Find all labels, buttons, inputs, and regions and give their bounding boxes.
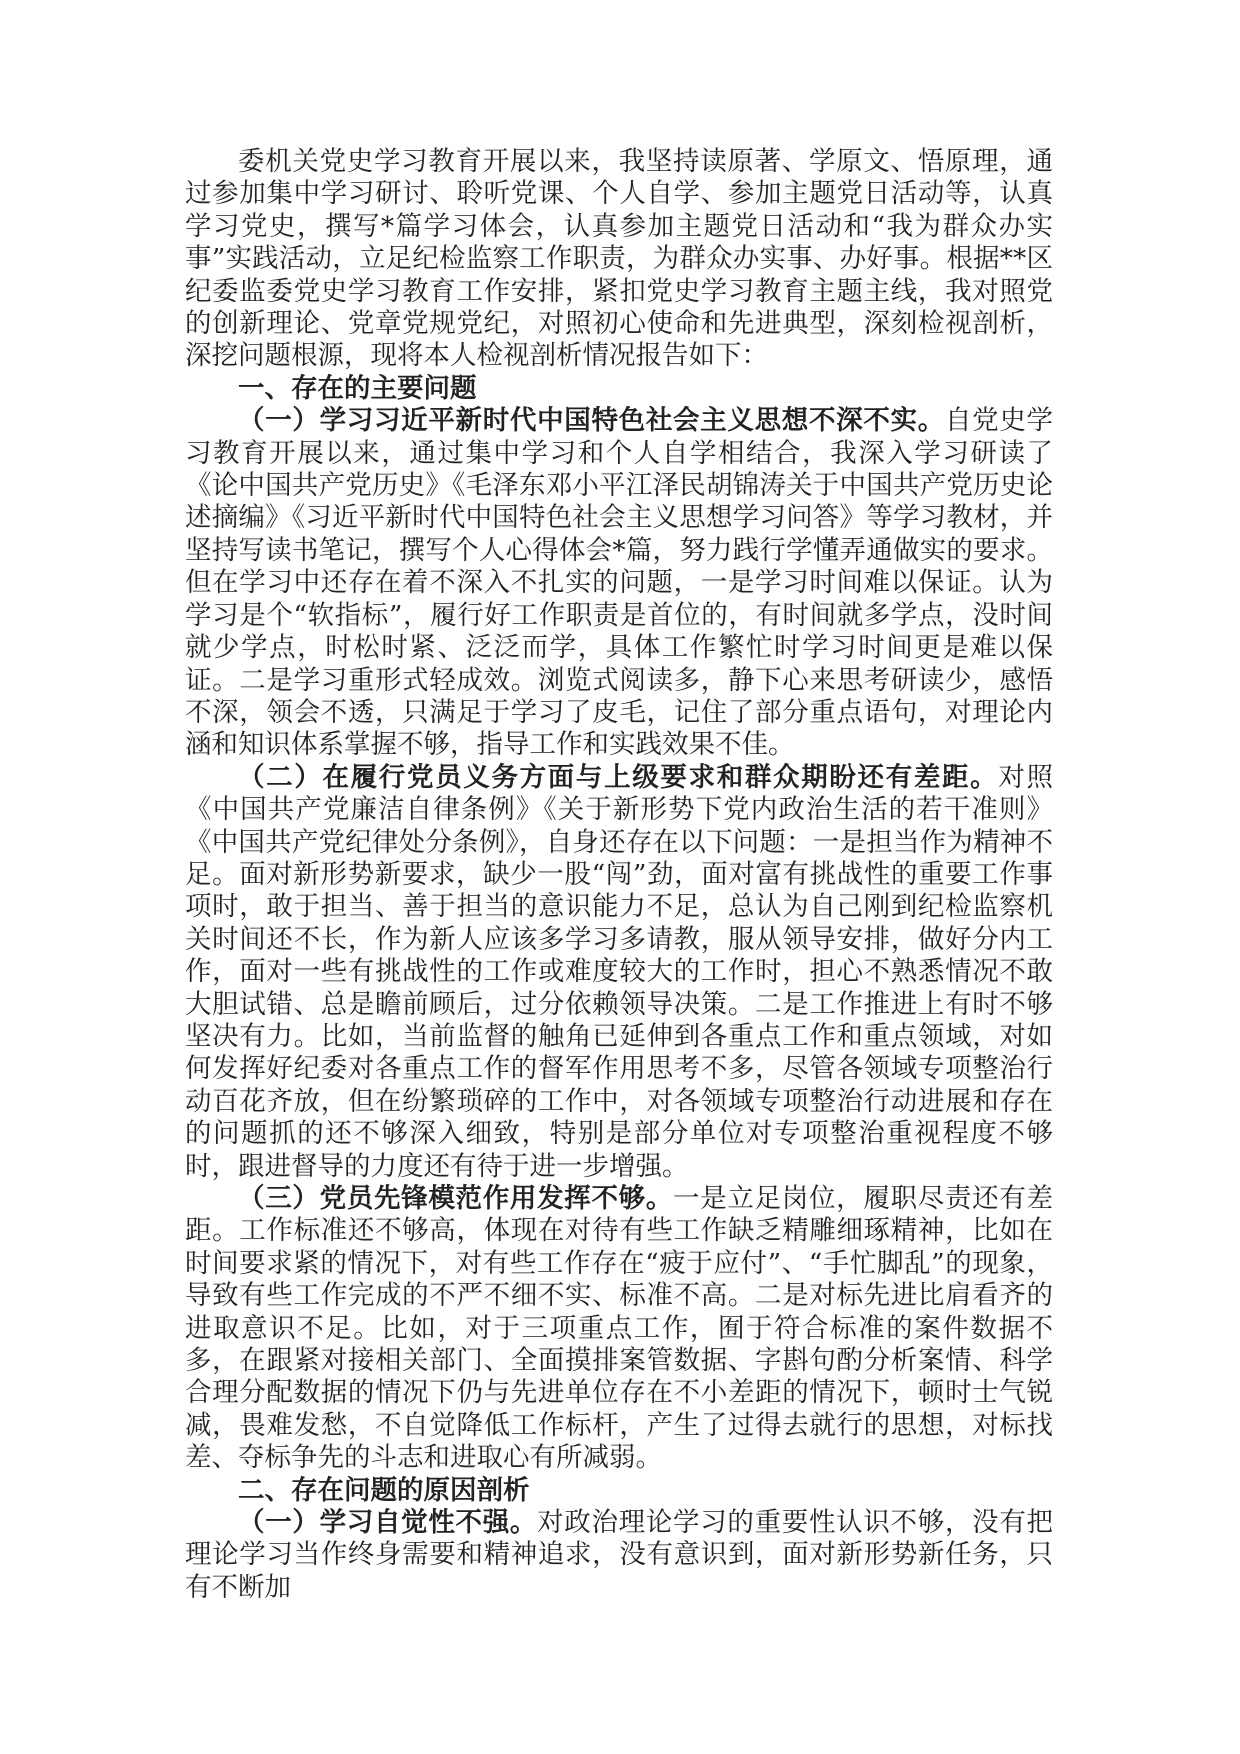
section-heading-1: 一、存在的主要问题 [238,372,477,404]
paragraph-title: （一）学习习近平新时代中国特色社会主义思想不深不实。 [238,405,945,437]
paragraph-1-3 [185,1183,1053,1475]
paragraph-2-1 [185,1507,1053,1604]
paragraph-1-1 [185,405,1053,761]
paragraph-body: 一是立足岗位，履职尽责还有差距。工作标准还不够高，体现在对待有些工作缺乏精雕细琢精神，比如在时间要求紧的情况下，对有些工作存在“疲于应付”、“手忙脚乱”的现象，导致有些工作完成的不严不细不实、标准不高。二是对标先进比肩看齐的进取意识不足。比如，对于三项重点工作，囿于符合标准的案件数据不多，在跟紧对接相关部门、全面摸排案管数据、字斟句酌分析案情、科学合理分配数据的情况下仍与先进单位存在不小差距的情况下，顿时士气锐减，畏难发愁，不自觉降低工作标杆，产生了过得去就行的思想，对标找差、夺标争先的斗志和进取心有所减弱。 [185,1183,1054,1474]
intro-paragraph: 委机关党史学习教育开展以来，我坚持读原著、学原文、悟原理，通过参加集中学习研讨、聆听党课、个人自学、参加主题党日活动等，认真学习党史，撰写*篇学习体会，认真参加主题党日活动和“我为群众办实事”实践活动，立足纪检监察工作职责，为群众办实事、办好事。根据**区纪委监委党史学习教育工作安排，紧扣党史学习教育主题主线，我对照党的创新理论、党章党规党纪，对照初心使命和先进典型，深刻检视剖析，深挖问题根源，现将本人检视剖析情况报告如下： [185,146,1053,372]
paragraph-title: （一）学习自觉性不强。 [238,1507,538,1539]
paragraph-title: （二）在履行党员义务方面与上级要求和群众期盼还有差距。 [238,761,999,793]
document-page [185,146,1053,1604]
paragraph-body: 对政治理论学习的重要性认识不够，没有把理论学习当作终身需要和精神追求，没有意识到，面对新形势新任务，只有不断加 [185,1507,1054,1603]
paragraph-title: （三）党员先锋模范作用发挥不够。 [238,1183,674,1214]
paragraph-body: 自党史学习教育开展以来，通过集中学习和个人自学相结合，我深入学习研读了《论中国共产党历史》《毛泽东邓小平江泽民胡锦涛关于中国共产党历史论述摘编》《习近平新时代中国特色社会主义思想学习问答》等学习教材，并坚持写读书笔记，撰写个人心得体会*篇，努力践行学懂弄通做实的要求。但在学习中还存在着不深入不扎实的问题，一是学习时间难以保证。认为学习是个“软指标”，履行好工作职责是首位的，有时间就多学点，没时间就少学点，时松时紧、泛泛而学，具体工作繁忙时学习时间更是难以保证。二是学习重形式轻成效。浏览式阅读多，静下心来思考研读少，感悟不深，领会不透，只满足于学习了皮毛，记住了部分重点语句，对理论内涵和知识体系掌握不够，指导工作和实践效果不佳。 [185,405,1054,761]
paragraph-1-2 [185,762,1053,1183]
section-heading-2: 二、存在问题的原因剖析 [238,1474,530,1506]
paragraph-body: 对照《中国共产党廉洁自律条例》《关于新形势下党内政治生活的若干准则》《中国共产党纪律处分条例》，自身还存在以下问题：一是担当作为精神不足。面对新形势新要求，缺少一股“闯”劲，面对富有挑战性的重要工作事项时，敢于担当、善于担当的意识能力不足，总认为自己刚到纪检监察机关时间还不长，作为新人应该多学习多请教，服从领导安排，做好分内工作，面对一些有挑战性的工作或难度较大的工作时，担心不熟悉情况不敢大胆试错、总是瞻前顾后，过分依赖领导决策。二是工作推进上有时不够坚决有力。比如，当前监督的触角已延伸到各重点工作和重点领域，对如何发挥好纪委对各重点工作的督军作用思考不多，尽管各领域专项整治行动百花齐放，但在纷繁琐碎的工作中，对各领域专项整治行动进展和存在的问题抓的还不够深入细致，特别是部分单位对专项整治重视程度不够时，跟进督导的力度还有待于进一步增强。 [185,761,1054,1182]
